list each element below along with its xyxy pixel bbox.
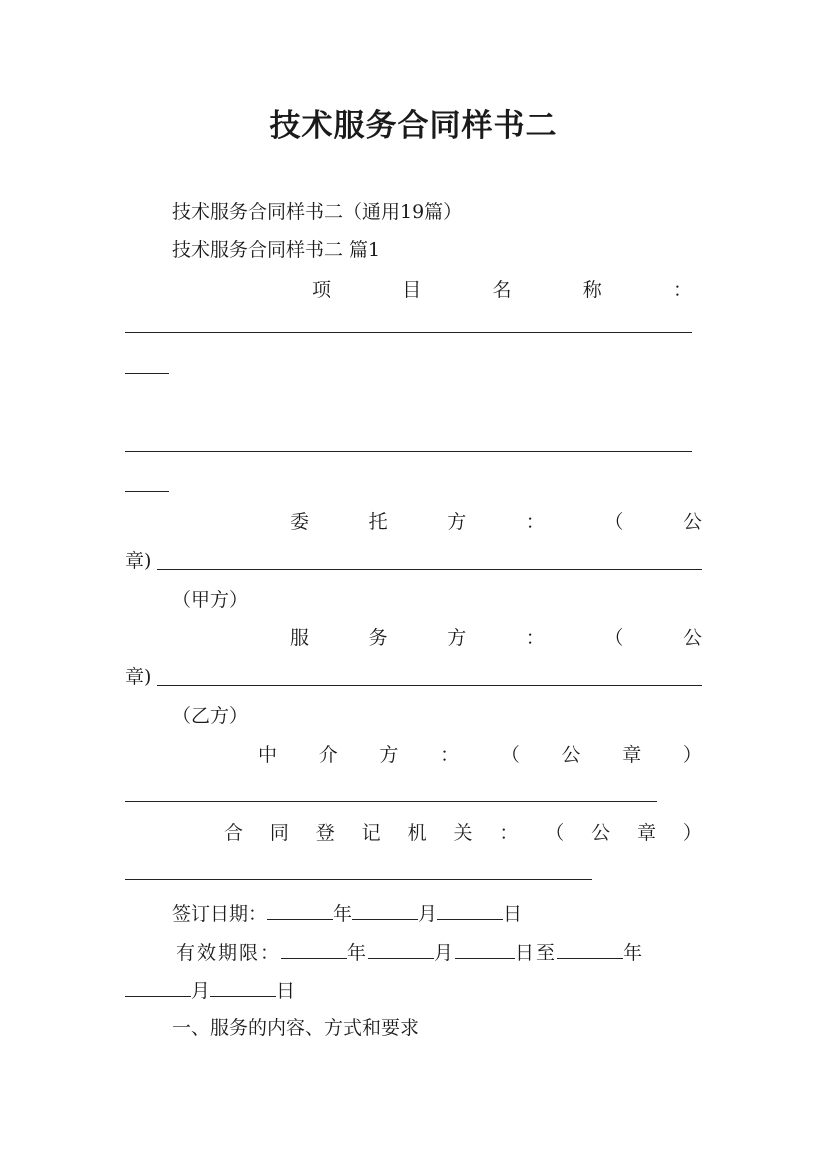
month-unit: 月 bbox=[434, 942, 456, 964]
label-char: ： bbox=[672, 279, 692, 301]
day-unit: 日 bbox=[503, 903, 523, 925]
label-char: 称 bbox=[582, 279, 602, 301]
service-seal-cont: 章) bbox=[125, 666, 152, 688]
year-unit: 年 bbox=[333, 903, 353, 925]
client-role: （甲方） bbox=[172, 589, 249, 611]
intermediary-label bbox=[258, 743, 702, 767]
validity-line-cont bbox=[125, 976, 295, 1003]
project-name-blank-line bbox=[125, 332, 692, 333]
label-char: 章 bbox=[637, 822, 657, 844]
label-char: ： bbox=[499, 822, 519, 844]
label-char: 公 bbox=[561, 744, 581, 766]
section-heading: 技术服务合同样书二 篇1 bbox=[172, 239, 381, 261]
document-title: 技术服务合同样书二 bbox=[269, 108, 558, 144]
label-char: 关 bbox=[453, 822, 473, 844]
label-char: 名 bbox=[492, 279, 512, 301]
day-unit: 日 bbox=[276, 980, 296, 1002]
day-blank bbox=[455, 938, 515, 959]
label-char: 章 bbox=[622, 744, 642, 766]
label-char: ） bbox=[682, 744, 702, 766]
label-char: 委 bbox=[290, 511, 310, 533]
label-char: （ bbox=[545, 822, 565, 844]
label-char: ： bbox=[440, 744, 460, 766]
month-blank bbox=[125, 976, 191, 997]
label-char: 服 bbox=[290, 627, 310, 649]
label-char: ： bbox=[525, 627, 545, 649]
day-blank bbox=[210, 976, 276, 997]
year-unit: 年 bbox=[623, 942, 645, 964]
label-char: 务 bbox=[368, 627, 388, 649]
label-char: 方 bbox=[447, 511, 467, 533]
label-char: 登 bbox=[315, 822, 335, 844]
blank-line bbox=[125, 451, 692, 452]
month-unit: 月 bbox=[418, 903, 438, 925]
client-blank-line bbox=[157, 569, 702, 570]
label-char: （ bbox=[604, 627, 624, 649]
label-char: 目 bbox=[402, 279, 422, 301]
label-char: 同 bbox=[269, 822, 289, 844]
day-to-unit: 日至 bbox=[515, 942, 558, 964]
service-role: （乙方） bbox=[172, 705, 249, 727]
label-char: （ bbox=[604, 511, 624, 533]
label-char: 公 bbox=[591, 822, 611, 844]
validity-label: 有效期限： bbox=[176, 942, 282, 964]
subtitle: 技术服务合同样书二（通用19篇） bbox=[172, 201, 463, 223]
project-name-label bbox=[312, 278, 692, 302]
label-char: ） bbox=[682, 822, 702, 844]
month-unit: 月 bbox=[191, 980, 211, 1002]
label-char: 合 bbox=[224, 822, 244, 844]
blank-line bbox=[125, 491, 169, 492]
year-blank bbox=[557, 938, 623, 959]
sign-date-line bbox=[172, 899, 522, 926]
service-label bbox=[290, 626, 702, 650]
registrar-label bbox=[224, 821, 702, 845]
client-seal-cont: 章) bbox=[125, 550, 152, 572]
label-char: 公 bbox=[682, 627, 702, 649]
day-blank bbox=[437, 899, 503, 920]
label-char: 托 bbox=[368, 511, 388, 533]
label-char: 机 bbox=[407, 822, 427, 844]
label-char: 方 bbox=[379, 744, 399, 766]
sign-date-label: 签订日期： bbox=[172, 903, 268, 925]
registrar-blank-line bbox=[125, 879, 592, 880]
project-name-blank-line bbox=[125, 373, 169, 374]
month-blank bbox=[368, 938, 434, 959]
validity-line bbox=[176, 938, 644, 965]
year-blank bbox=[267, 899, 333, 920]
label-char: 公 bbox=[682, 511, 702, 533]
label-char: ： bbox=[525, 511, 545, 533]
client-label bbox=[290, 510, 702, 534]
clause-1-heading: 一、服务的内容、方式和要求 bbox=[172, 1017, 420, 1039]
year-unit: 年 bbox=[347, 942, 369, 964]
year-blank bbox=[281, 938, 347, 959]
month-blank bbox=[352, 899, 418, 920]
intermediary-blank-line bbox=[125, 801, 657, 802]
label-char: 记 bbox=[361, 822, 381, 844]
label-char: （ bbox=[500, 744, 520, 766]
label-char: 中 bbox=[258, 744, 278, 766]
label-char: 介 bbox=[318, 744, 338, 766]
service-blank-line bbox=[157, 685, 702, 686]
label-char: 项 bbox=[312, 279, 332, 301]
label-char: 方 bbox=[447, 627, 467, 649]
